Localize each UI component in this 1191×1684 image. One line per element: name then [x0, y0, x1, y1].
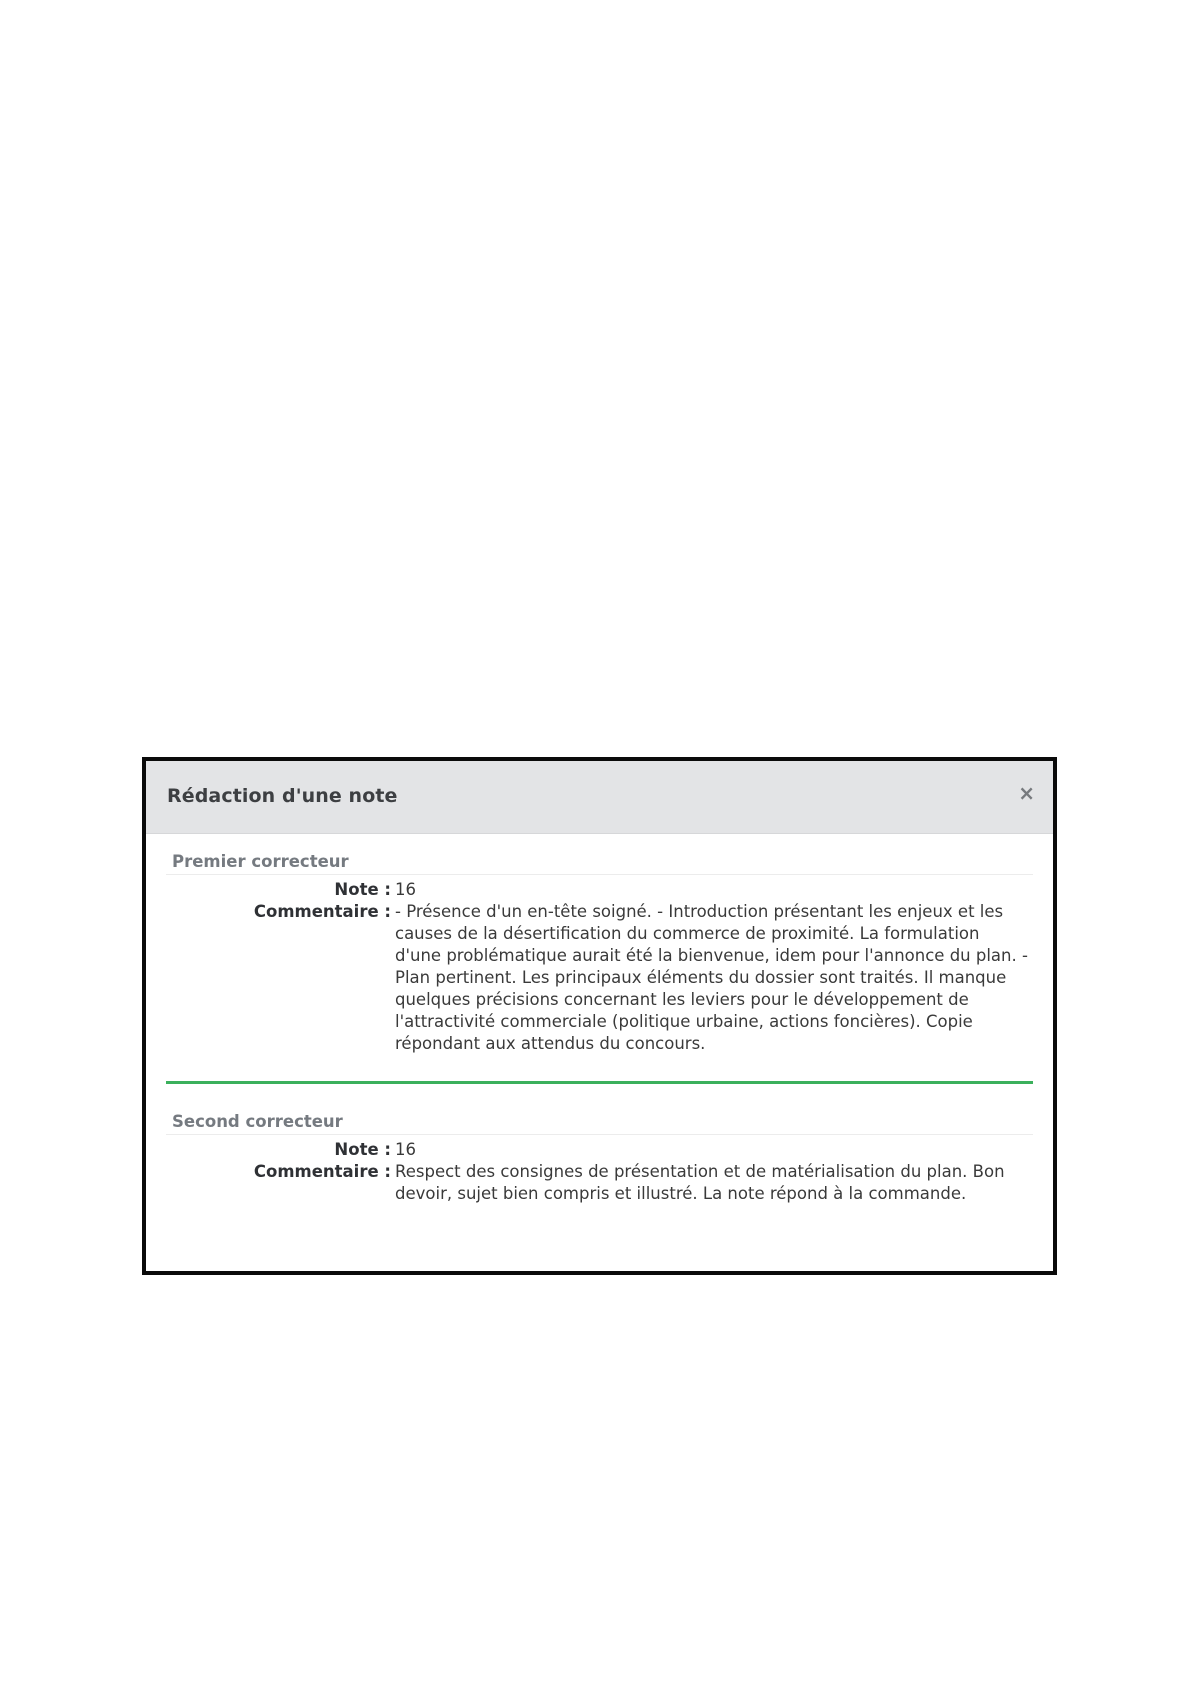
comment-row	[166, 901, 1033, 1055]
section-heading: Premier correcteur	[166, 852, 1033, 875]
section-divider	[166, 1081, 1033, 1084]
comment-row	[166, 1161, 1033, 1205]
note-label: Note :	[334, 880, 391, 899]
note-value: 16	[395, 1140, 416, 1159]
section-heading: Second correcteur	[166, 1112, 1033, 1135]
comment-label: Commentaire :	[253, 902, 391, 921]
comment-value: - Présence d'un en-tête soigné. - Introduction présentant les enjeux et les causes de la désertification du commerce de proximité. La formulation d'une problématique aurait été la bienvenue, idem pour l'annonce du plan. - Plan pertinent. Les principaux éléments du dossier sont traités. Il manque quelques précisions concernant les leviers pour le développement de l'attractivité commerciale (politique urbaine, actions foncières). Copie répondant aux attendus du concours.	[395, 902, 1028, 1053]
dialog-title: Rédaction d'une note	[167, 785, 398, 807]
note-label: Note :	[334, 1140, 391, 1159]
close-icon[interactable]: ×	[1018, 781, 1035, 805]
comment-label: Commentaire :	[253, 1162, 391, 1181]
note-value: 16	[395, 880, 416, 899]
dialog-body	[146, 834, 1053, 1205]
first-grader-section	[166, 852, 1033, 1055]
grading-dialog	[142, 757, 1057, 1275]
note-row	[166, 1139, 1033, 1161]
note-row	[166, 879, 1033, 901]
comment-value: Respect des consignes de présentation et de matérialisation du plan. Bon devoir, sujet bien compris et illustré. La note répond à la commande.	[395, 1162, 1005, 1203]
dialog-header	[146, 761, 1053, 834]
second-grader-section	[166, 1112, 1033, 1205]
